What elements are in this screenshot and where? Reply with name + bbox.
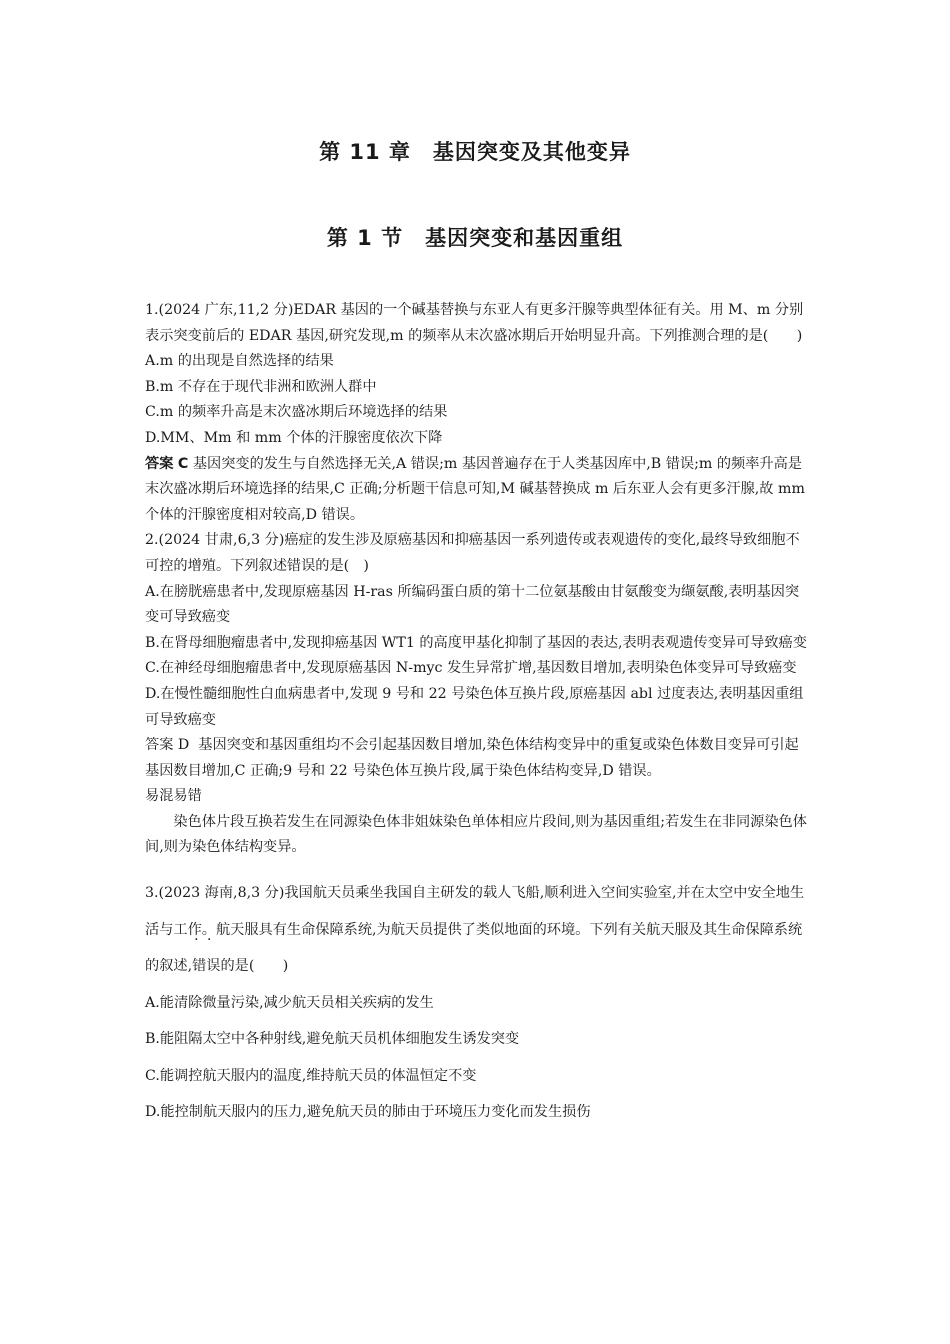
answer-letter: C — [177, 455, 189, 472]
chapter-title: 第 11 章 基因突变及其他变异 — [319, 140, 631, 164]
answer-explanation — [145, 452, 810, 529]
option-b: B.能阻隔太空中各种射线,避免航天员机体细胞发生诱发突变 — [145, 1031, 520, 1048]
option-a: A.在膀胱癌患者中,发现原癌基因 H-ras 所编码蛋白质的第十二位氨基酸由甘氨酸变为缬氨酸,表明基因突变可导致癌变 — [145, 583, 800, 626]
option-c: C.能调控航天服内的温度,维持航天员的体温恒定不变 — [145, 1067, 477, 1084]
answer-label: 答案 — [145, 455, 174, 472]
option-b: B.m 不存在于现代非洲和欧洲人群中 — [145, 378, 377, 395]
answer-label: 答案 — [145, 737, 174, 754]
question-stem — [145, 875, 810, 985]
spacer — [145, 861, 810, 875]
option-d: D.在慢性髓细胞性白血病患者中,发现 9 号和 22 号染色体互换片段,原癌基因 abl 过度表达,表明基因重组可导致癌变 — [145, 685, 804, 728]
emphasis-mark: 错误 · · — [192, 948, 220, 985]
option-a: A.m 的出现是自然选择的结果 — [145, 353, 334, 370]
option-b: B.在肾母细胞瘤患者中,发现抑癌基因 WT1 的高度甲基化抑制了基因的表达,表明表观遗传变异可导致癌变 — [145, 634, 807, 651]
question-stem: 2.(2024 甘肃,6,3 分)癌症的发生涉及原癌基因和抑癌基因一系列遗传或表观遗传的变化,最终导致细胞不可控的增殖。下列叙述错误的是( ) — [145, 532, 800, 574]
stem-end: 的是( ) — [220, 958, 289, 975]
question-1 — [145, 298, 810, 528]
option-d: D.MM、Mm 和 mm 个体的汗腺密度依次下降 — [145, 429, 443, 446]
option-c: C.在神经母细胞瘤患者中,发现原癌基因 N-myc 发生异常扩增,基因数目增加,表明染色体变异可导致癌变 — [145, 660, 797, 677]
option-a: A.能清除微量污染,减少航天员相关疾病的发生 — [145, 994, 434, 1011]
option-c: C.m 的频率升高是末次盛冰期后环境选择的结果 — [145, 404, 448, 421]
answer-text: D 基因突变和基因重组均不会引起基因数目增加,染色体结构变异中的重复或染色体数目变异可引起基因数目增加,C 正确;9 号和 22 号染色体互换片段,属于染色体结构变异,D 错误。 — [145, 737, 799, 779]
stem-text: 3.(2023 海南,8,3 分)我国航天员乘坐我国自主研发的载人飞船,顺利进入空间实验室,并在太空中安全地生活与工作。航天服具有生命保障系统,为航天员提供了类似地面的环境。下列有关航天服及其生命保障系统的叙述, — [145, 885, 805, 975]
question-list — [145, 298, 810, 1131]
question-stem: 1.(2024 广东,11,2 分)EDAR 基因的一个碱基替换与东亚人有更多汗腺等典型体征有关。用 M、m 分别表示突变前后的 EDAR 基因,研究发现,m 的频率从末次盛冰期后开始明显升高。下列推测合理的是( ) — [145, 302, 804, 344]
section-title: 第 1 节 基因突变和基因重组 — [326, 226, 624, 250]
tip-text: 染色体片段互换若发生在同源染色体非姐妹染色单体相应片段间,则为基因重组;若发生在非同源染色体间,则为染色体结构变异。 — [145, 813, 807, 856]
tip-label: 易混易错 — [145, 788, 202, 805]
question-3 — [145, 875, 810, 1131]
answer-explanation — [145, 733, 810, 784]
question-2 — [145, 528, 810, 861]
answer-text: 基因突变的发生与自然选择无关,A 错误;m 基因普遍存在于人类基因库中,B 错误;m 的频率升高是末次盛冰期后环境选择的结果,C 正确;分析题干信息可知,M 碱基替换成 m 后东亚人会有更多汗腺,故 mm 个体的汗腺密度相对较高,D 错误。 — [145, 455, 805, 523]
option-d: D.能控制航天服内的压力,避免航天员的肺由于环境压力变化而发生损伤 — [145, 1104, 591, 1121]
